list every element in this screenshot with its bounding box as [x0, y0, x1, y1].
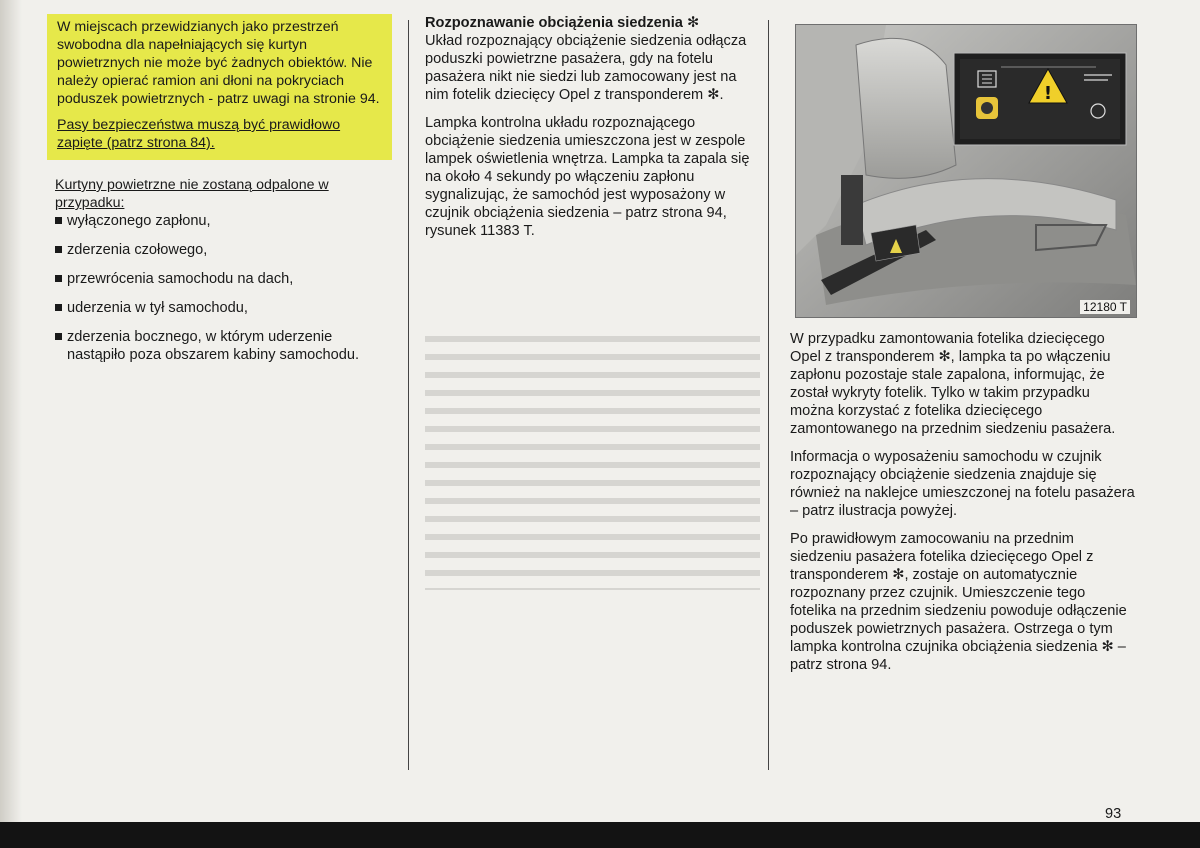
- bleed-through-text: [425, 330, 760, 590]
- seat-photo-drawing: [796, 25, 1136, 317]
- page-gutter-shadow: [0, 0, 22, 848]
- curtain-airbag-list-title: Kurtyny powietrzne nie zostaną odpalone w przypadku:: [55, 177, 329, 211]
- right-paragraph-1: W przypadku zamontowania fotelika dziecięcego Opel z transponderem ✻, lampka ta po włączeniu zapłonu pozostaje stale zapalona, informując, że został wykryty fotelik. Tylko w takim przypadku można korzystać z fotelika dziecięcego zamontowanego na przednim siedzeniu pasażera.: [790, 331, 1116, 437]
- figure-code: 12180 T: [1080, 300, 1130, 314]
- bullet-square-icon: [55, 246, 62, 253]
- highlighted-warning: [47, 14, 392, 160]
- bullet-square-icon: [55, 217, 62, 224]
- scan-bottom-edge: [0, 822, 1200, 848]
- page-number: 93: [1105, 806, 1122, 822]
- list-item: wyłączonego zapłonu,: [55, 212, 390, 230]
- warning-paragraph-2: Pasy bezpieczeństwa muszą być prawidłowo zapięte (patrz strona 84).: [57, 117, 341, 151]
- warning-paragraph-1: W miejscach przewidzianych jako przestrzeń swobodna dla napełniających się kurtyn powietrznych nie może być żadnych obiektów. Nie należy opierać ramion ani dłoni na pokryciach poduszek powietrznych - patrz uwagi na stronie 94.: [57, 19, 380, 107]
- right-paragraph-3: Po prawidłowym zamocowaniu na przednim siedzeniu pasażera fotelika dziecięcego Opel z transponderem ✻, zostaje on automatycznie rozpoznany przez czujnik. Umieszczenie tego fotelika na przednim siedzeniu powoduje odłączenie poduszek powietrznych pasażera. Ostrzega o tym lampka kontrolna czujnika obciążenia siedzenia ✻ – patrz strona 94.: [790, 531, 1127, 673]
- list-item: zderzenia czołowego,: [55, 241, 390, 259]
- right-column: [790, 330, 1135, 684]
- list-item: przewrócenia samochodu na dach,: [55, 270, 390, 288]
- column-divider: [768, 20, 769, 770]
- list-item: zderzenia bocznego, w którym uderzenie nastąpiło poza obszarem kabiny samochodu.: [55, 328, 390, 364]
- section-heading: Rozpoznawanie obciążenia siedzenia ✻: [425, 15, 700, 31]
- column-divider: [408, 20, 409, 770]
- curtain-airbag-conditions: [55, 212, 390, 364]
- middle-paragraph-1: Układ rozpoznający obciążenie siedzenia odłącza poduszki powietrzne pasażera, gdy na fotelu pasażera nikt nie siedzi lub zamocowany jest na nim fotelik dziecięcy Opel z transponderem ✻.: [425, 33, 747, 103]
- middle-paragraph-2: Lampka kontrolna układu rozpoznającego obciążenie siedzenia umieszczona jest w zespole lampek oświetlenia wnętrza. Lampka ta zapala się na około 4 sekundy po włączeniu zapłonu sygnalizując, że samochód jest wyposażony w czujnik obciążenia siedzenia – patrz strona 94, rysunek 11383 T.: [425, 115, 750, 239]
- bullet-square-icon: [55, 333, 62, 340]
- left-column: [55, 14, 390, 375]
- list-item: uderzenia w tył samochodu,: [55, 299, 390, 317]
- svg-text:!: !: [1043, 83, 1053, 104]
- seat-sensor-illustration: [795, 24, 1137, 318]
- middle-column: [425, 14, 760, 250]
- bullet-square-icon: [55, 275, 62, 282]
- right-paragraph-2: Informacja o wyposażeniu samochodu w czujnik rozpoznający obciążenie siedzenia znajduje się również na naklejce umieszczonej na fotelu pasażera – patrz ilustracja powyżej.: [790, 449, 1135, 519]
- bullet-square-icon: [55, 304, 62, 311]
